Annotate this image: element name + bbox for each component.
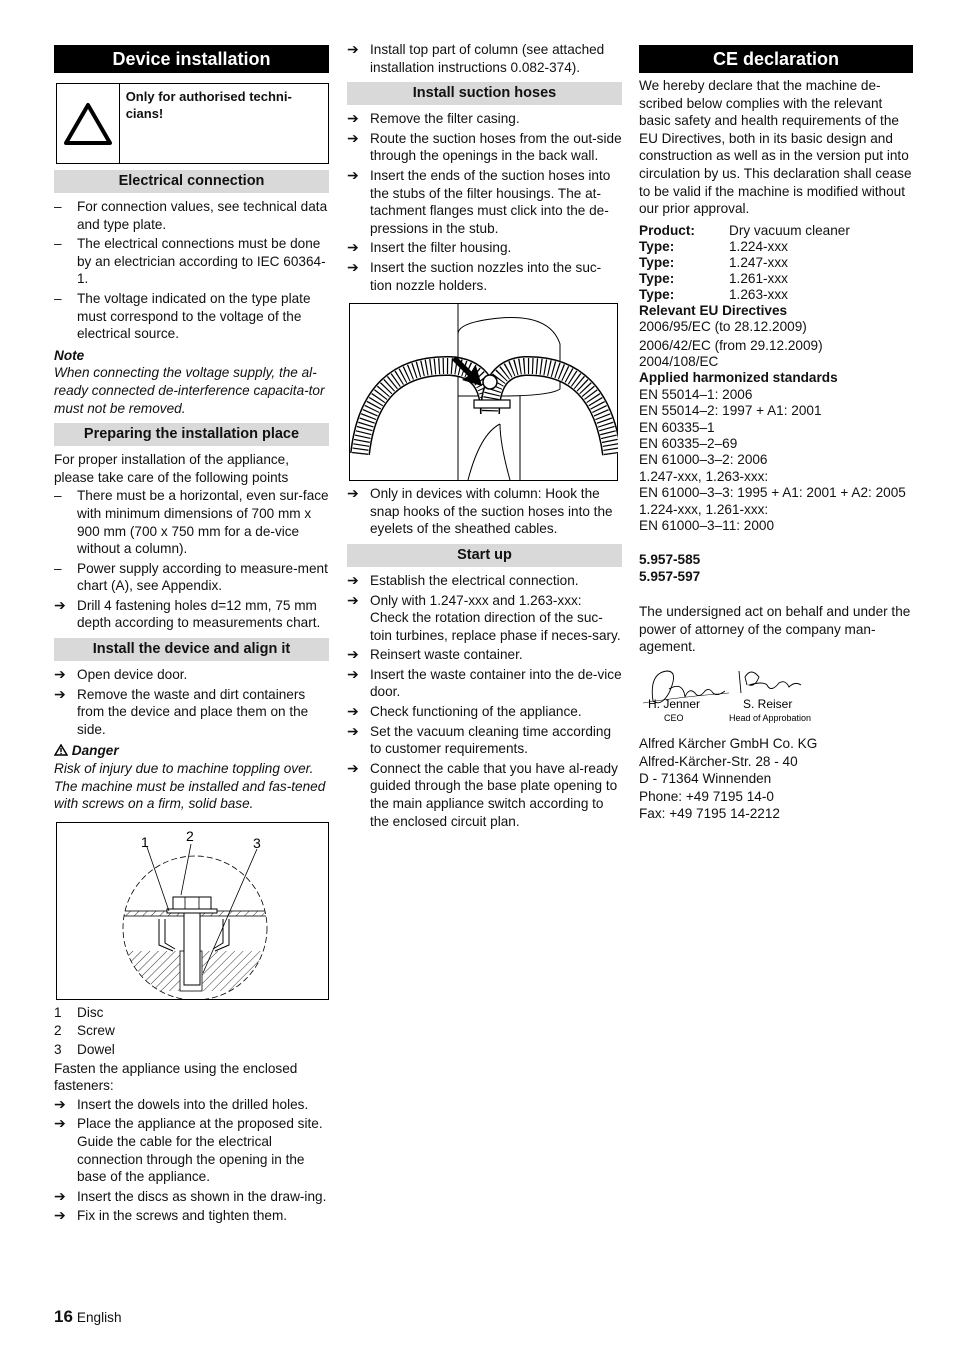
arrow-right-icon: ➔: [54, 1207, 66, 1224]
danger-triangle-icon: [54, 744, 68, 756]
suction-list: [347, 110, 622, 294]
list-item: ➔ Reinsert waste container.: [347, 646, 523, 663]
directive-item: 2006/95/EC (to 28.12.2009): [639, 319, 807, 335]
arrow-right-icon: ➔: [54, 1115, 66, 1132]
danger-text: Risk of injury due to machine toppling over. The machine must be installed and fas-tened with screws on a firm, solid base.: [54, 761, 326, 812]
part-code: 5.957-597: [639, 568, 701, 584]
fig-label-3: 3: [253, 834, 261, 851]
standard-item: EN 55014–1: 2006: [639, 386, 753, 402]
arrow-right-icon: ➔: [347, 485, 359, 502]
address-line: D - 71364 Winnenden: [639, 771, 772, 787]
page-footer: [54, 1308, 122, 1327]
fastening-figure: [56, 822, 329, 1000]
standards-title: Applied harmonized standards: [639, 370, 838, 386]
list-item: ➔ Insert the waste container into the de-vice door.: [347, 665, 622, 700]
arrow-right-icon: ➔: [347, 258, 359, 275]
standard-item: EN 55014–2: 1997 + A1: 2001: [639, 403, 822, 419]
column-top-list: [347, 41, 622, 76]
warning-triangle-icon: [57, 84, 120, 163]
standard-item: 1.247-xxx, 1.263-xxx:: [639, 468, 769, 484]
list-item: ➔ Remove the filter casing.: [347, 110, 520, 127]
list-item: ➔ Insert the ends of the suction hoses into the stubs of the filter housings. The at-tachment flanges must click into the de-pressions in the stub.: [347, 166, 611, 236]
section-title-ce-declaration: CE declaration: [639, 45, 913, 73]
heading-install-device: Install the device and align it: [54, 638, 329, 661]
ce-intro: We hereby declare that the machine de-scribed below complies with the relevant basic safety and health requirements of the EU Directives, both in its basic design and construction as well as in the version put into circulation by us. This declaration shall cease to be valid if the machine is modified without our prior approval.: [639, 78, 912, 217]
list-item: ➔ Insert the suction nozzles into the suc-tion nozzle holders.: [347, 258, 602, 293]
list-item: – The voltage indicated on the type plate must correspond to the voltage of the electrical source.: [54, 290, 311, 342]
address-line: Alfred Kärcher GmbH Co. KG: [639, 736, 818, 752]
arrow-right-icon: ➔: [347, 571, 359, 588]
arrow-right-icon: ➔: [54, 1187, 66, 1204]
directives-title: Relevant EU Directives: [639, 302, 788, 318]
standard-item: EN 60335–1: [639, 419, 715, 435]
arrow-right-icon: ➔: [347, 703, 359, 720]
list-item: ➔ Insert the filter housing.: [347, 239, 512, 256]
suction-hose-figure: [349, 303, 618, 481]
standard-item: EN 61000–3–3: 1995 + A1: 2001 + A2: 2005: [639, 485, 906, 501]
signer-name: S. Reiser: [743, 697, 793, 712]
note-title: Note: [54, 347, 85, 363]
preparing-intro: For proper installation of the appliance, please take care of the following points: [54, 452, 290, 485]
column-left: [54, 40, 329, 1227]
column-middle: [347, 40, 622, 832]
signatures: [639, 663, 913, 727]
product-spec: Product: Dry vacuum cleaner Type: 1.224-xxx Type: 1.247-xxx Type: 1.261-xxx Type: 1.263-xxx: [639, 222, 850, 302]
address-line: Alfred-Kärcher-Str. 28 - 40: [639, 753, 798, 769]
signature-drawing: [639, 663, 913, 727]
electrical-list: [54, 198, 329, 343]
part-code: 5.957-585: [639, 552, 701, 568]
list-item: ➔ Check functioning of the appliance.: [347, 703, 582, 720]
arrow-right-icon: ➔: [347, 239, 359, 256]
danger-title: Danger: [54, 742, 329, 760]
legend-item: 2 Screw: [54, 1023, 115, 1039]
arrow-right-icon: ➔: [347, 759, 359, 776]
fig-label-2: 2: [186, 827, 194, 844]
list-item: – Power supply according to measure-ment chart (A), see Appendix.: [54, 560, 328, 594]
arrow-right-icon: ➔: [54, 666, 66, 683]
list-item: ➔ Connect the cable that you have al-ready guided through the base plate opening to the main appliance switch according to the enclosed circuit plan.: [347, 759, 618, 829]
list-item: ➔ Set the vacuum cleaning time according to customer requirements.: [347, 722, 612, 757]
page-language: English: [76, 1310, 122, 1325]
address-line: Phone: +49 7195 14-0: [639, 788, 774, 804]
arrow-right-icon: ➔: [347, 110, 359, 127]
list-item: ➔ Establish the electrical connection.: [347, 571, 579, 588]
list-item: ➔ Install top part of column (see attached installation instructions 0.082-374).: [347, 41, 605, 75]
arrow-right-icon: ➔: [347, 665, 359, 682]
signer-role: Head of Approbation: [729, 713, 812, 724]
arrow-right-icon: ➔: [54, 685, 66, 702]
list-item: ➔ Remove the waste and dirt containers from the device and place them on the side.: [54, 685, 309, 737]
legend-item: 1 Disc: [54, 1004, 104, 1020]
list-item: ➔ Place the appliance at the proposed site. Guide the cable for the electrical connection through the opening in the base of the appliance.: [54, 1115, 323, 1185]
undersigned-text: The undersigned act on behalf and under the power of attorney of the company man-agement.: [639, 604, 911, 655]
heading-electrical-connection: Electrical connection: [54, 170, 329, 193]
fasten-steps: [54, 1096, 329, 1225]
suction-after-list: [347, 485, 622, 538]
list-item: – The electrical connections must be done by an electrician according to IEC 60364-1.: [54, 236, 326, 287]
address-line: Fax: +49 7195 14-2212: [639, 806, 780, 822]
directive-item: 2004/108/EC: [639, 353, 719, 369]
column-right: [639, 40, 913, 823]
arrow-right-icon: ➔: [347, 166, 359, 183]
standard-item: 1.224-xxx, 1.261-xxx:: [639, 501, 769, 517]
list-item: ➔ Drill 4 fastening holes d=12 mm, 75 mm depth according to measurements chart.: [54, 596, 321, 631]
suction-hose-drawing: [350, 304, 618, 480]
standard-item: EN 61000–3–11: 2000: [639, 518, 775, 534]
arrow-right-icon: ➔: [54, 596, 66, 613]
arrow-right-icon: ➔: [347, 41, 359, 57]
list-item: ➔ Route the suction hoses from the out-side through the openings in the back wall.: [347, 129, 622, 164]
note-text: When connecting the voltage supply, the al-ready connected de-interference capacita-tor must not be removed.: [54, 365, 325, 416]
standard-item: EN 60335–2–69: [639, 436, 738, 451]
warning-text: Only for authorised techni-cians!: [125, 89, 292, 121]
section-title-device-installation: Device installation: [54, 45, 329, 73]
arrow-right-icon: ➔: [347, 722, 359, 739]
arrow-right-icon: ➔: [347, 591, 359, 608]
list-item: ➔ Fix in the screws and tighten them.: [54, 1207, 288, 1224]
standard-item: EN 61000–3–2: 2006: [639, 452, 768, 468]
figure-legend: [54, 1004, 329, 1059]
company-address: [639, 735, 913, 823]
list-item: ➔ Only with 1.247-xxx and 1.263-xxx: Check the rotation direction of the suc-toin turbines, replace phase if neces-sary.: [347, 591, 621, 643]
list-item: ➔ Insert the dowels into the drilled holes.: [54, 1095, 309, 1112]
heading-install-suction-hoses: Install suction hoses: [347, 82, 622, 105]
fasten-intro: Fasten the appliance using the enclosed fasteners:: [54, 1060, 298, 1094]
warning-box: [56, 83, 329, 164]
list-item: ➔ Insert the discs as shown in the draw-ing.: [54, 1187, 327, 1204]
preparing-list: [54, 487, 329, 632]
heading-start-up: Start up: [347, 544, 622, 567]
signer-name: H. Jenner: [648, 697, 701, 712]
fig-label-1: 1: [141, 833, 149, 850]
fastening-drawing: [57, 823, 328, 999]
list-item: – For connection values, see technical data and type plate.: [54, 199, 328, 232]
list-item: – There must be a horizontal, even sur-face with minimum dimensions of 700 mm x 900 mm (700 x 750 mm for a de-vice without a column).: [54, 488, 329, 557]
legend-item: 3 Dowel: [54, 1042, 115, 1057]
arrow-right-icon: ➔: [347, 646, 359, 663]
heading-preparing-installation-place: Preparing the installation place: [54, 423, 329, 446]
list-item: ➔ Only in devices with column: Hook the snap hooks of the suction hoses into the eyelets of the sheathed cables.: [347, 485, 613, 537]
arrow-right-icon: ➔: [347, 129, 359, 146]
list-item: ➔ Open device door.: [54, 666, 188, 683]
startup-list: [347, 572, 622, 830]
signer-role: CEO: [664, 713, 684, 724]
arrow-right-icon: ➔: [54, 1095, 66, 1112]
directive-item: 2006/42/EC (from 29.12.2009): [639, 337, 823, 353]
install-list: [54, 666, 329, 738]
page-number: 16: [54, 1307, 73, 1326]
